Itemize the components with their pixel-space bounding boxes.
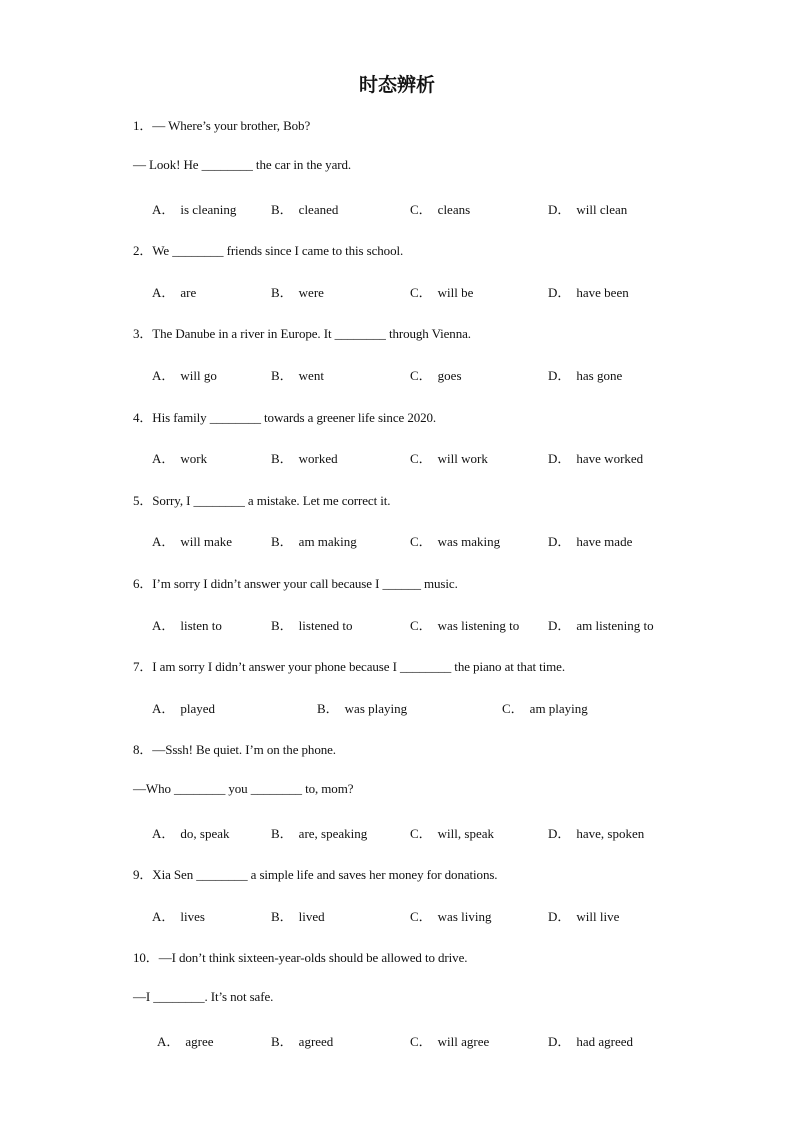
option-b[interactable]: B． listened to [271, 618, 353, 633]
question-10-line-2: —I ________. It’s not safe. [133, 989, 274, 1004]
question-1-line-2: — Look! He ________ the car in the yard. [133, 157, 352, 172]
question-8-line-2: —Who ________ you ________ to, mom? [133, 781, 354, 796]
option-c[interactable]: C． goes [410, 368, 462, 383]
option-a[interactable]: A． lives [152, 909, 205, 924]
option-c[interactable]: C． will be [410, 285, 474, 300]
question-10-stem: 10．—I don’t think sixteen-year-olds should be allowed to drive. [133, 950, 468, 965]
option-a[interactable]: A． listen to [152, 618, 222, 633]
option-c[interactable]: C． was making [410, 534, 501, 549]
option-a[interactable]: A． is cleaning [152, 202, 237, 217]
question-2-options [152, 282, 712, 300]
option-d[interactable]: D． has gone [548, 368, 623, 383]
option-d[interactable]: D． will clean [548, 202, 628, 217]
question-7-stem: 7．I am sorry I didn’t answer your phone because I ________ the piano at that time. [133, 659, 566, 674]
question-1-stem: 1．— Where’s your brother, Bob? [133, 118, 311, 133]
option-c[interactable]: C． am playing [502, 701, 588, 716]
option-b[interactable]: B． cleaned [271, 202, 339, 217]
question-6-stem: 6．I’m sorry I didn’t answer your call because I ______ music. [133, 576, 458, 591]
option-a[interactable]: A． agree [157, 1034, 214, 1049]
question-4-stem: 4．His family ________ towards a greener life since 2020. [133, 410, 437, 425]
option-d[interactable]: D． will live [548, 909, 620, 924]
option-a[interactable]: A． do, speak [152, 826, 230, 841]
question-5-options [152, 531, 712, 549]
option-c[interactable]: C． cleans [410, 202, 471, 217]
question-10-options [152, 1031, 712, 1049]
question-7-options [152, 698, 712, 716]
question-9-options [152, 906, 712, 924]
option-c[interactable]: C． was living [410, 909, 492, 924]
question-3-stem: 3．The Danube in a river in Europe. It ________ through Vienna. [133, 326, 471, 341]
option-b[interactable]: B． were [271, 285, 324, 300]
option-d[interactable]: D． have made [548, 534, 633, 549]
question-5-stem: 5．Sorry, I ________ a mistake. Let me correct it. [133, 493, 391, 508]
page-title: 时态辨析 [358, 74, 435, 96]
question-6-options [152, 615, 712, 633]
question-1-options [152, 199, 712, 217]
option-d[interactable]: D． have, spoken [548, 826, 645, 841]
option-c[interactable]: C． was listening to [410, 618, 520, 633]
option-b[interactable]: B． are, speaking [271, 826, 368, 841]
option-b[interactable]: B． am making [271, 534, 357, 549]
option-a[interactable]: A． are [152, 285, 197, 300]
question-9-stem: 9．Xia Sen ________ a simple life and saves her money for donations. [133, 867, 498, 882]
option-d[interactable]: D． have worked [548, 451, 644, 466]
option-b[interactable]: B． went [271, 368, 324, 383]
option-d[interactable]: D． have been [548, 285, 629, 300]
option-b[interactable]: B． lived [271, 909, 325, 924]
option-d[interactable]: D． had agreed [548, 1034, 634, 1049]
question-4-options [152, 448, 712, 466]
option-c[interactable]: C． will agree [410, 1034, 490, 1049]
question-8-stem: 8．—Sssh! Be quiet. I’m on the phone. [133, 742, 336, 757]
option-d[interactable]: D． am listening to [548, 618, 654, 633]
question-8-options [152, 823, 712, 841]
option-a[interactable]: A． will go [152, 368, 217, 383]
option-a[interactable]: A． played [152, 701, 216, 716]
question-3-options [152, 365, 712, 383]
option-b[interactable]: B． agreed [271, 1034, 334, 1049]
option-c[interactable]: C． will work [410, 451, 488, 466]
question-2-stem: 2．We ________ friends since I came to this school. [133, 243, 404, 258]
option-a[interactable]: A． will make [152, 534, 233, 549]
option-a[interactable]: A． work [152, 451, 208, 466]
option-b[interactable]: B． worked [271, 451, 338, 466]
option-b[interactable]: B． was playing [317, 701, 408, 716]
option-c[interactable]: C． will, speak [410, 826, 494, 841]
